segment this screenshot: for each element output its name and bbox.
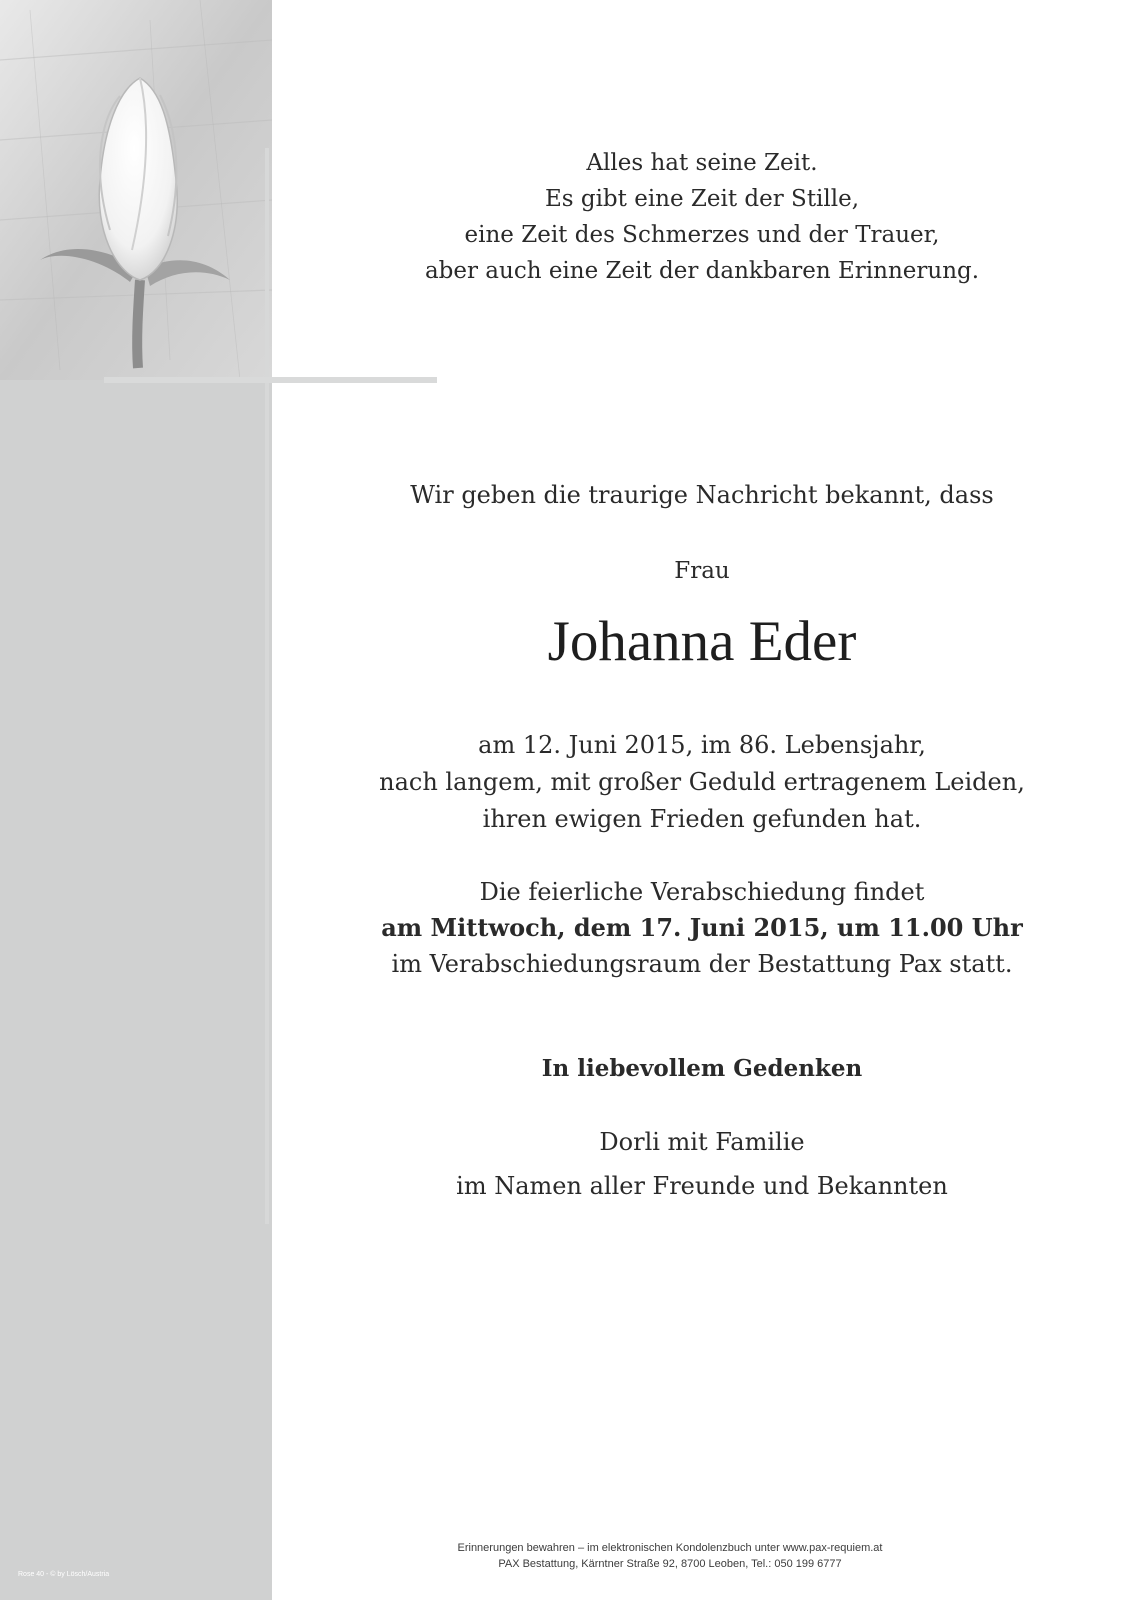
passing-line: am 12. Juni 2015, im 86. Lebensjahr, — [478, 731, 926, 759]
passing-details — [272, 727, 1132, 838]
passing-line: ihren ewigen Frieden gefunden hat. — [482, 805, 922, 833]
poem-line: aber auch eine Zeit der dankbaren Erinnerung. — [424, 258, 980, 284]
ceremony-date-time: am Mittwoch, dem 17. Juni 2015, um 11.00 Uhr — [381, 913, 1023, 942]
poem-line: Es gibt eine Zeit der Stille, — [544, 186, 860, 212]
ceremony-details — [272, 874, 1132, 982]
poem-line: Alles hat seine Zeit. — [586, 150, 818, 176]
passing-line: nach langem, mit großer Geduld ertragenem Leiden, — [379, 768, 1025, 796]
footer-condolence-line: Erinnerungen bewahren – im elektronischen Kondolenzbuch unter www.pax-requiem.at — [457, 1542, 883, 1554]
white-rose-image — [0, 0, 272, 380]
vertical-divider — [265, 148, 269, 1224]
poem-line: eine Zeit des Schmerzes und der Trauer, — [464, 222, 940, 248]
mourner-line: im Namen aller Freunde und Bekannten — [456, 1172, 948, 1200]
ceremony-location: im Verabschiedungsraum der Bestattung Pax statt. — [391, 950, 1013, 978]
mourner-line: Dorli mit Familie — [599, 1128, 805, 1156]
footer-contact-line: PAX Bestattung, Kärntner Straße 92, 8700 Leoben, Tel.: 050 199 6777 — [498, 1558, 842, 1570]
announcement: Wir geben die traurige Nachricht bekannt, dass — [410, 481, 994, 509]
memory-heading: In liebevollem Gedenken — [541, 1055, 863, 1082]
image-credit: Rose 40 - © by Lösch/Austria — [18, 1571, 110, 1578]
poem — [272, 145, 1132, 289]
mourners — [272, 1120, 1132, 1208]
deceased-name: Johanna Eder — [547, 610, 857, 673]
footer — [360, 1540, 980, 1572]
ceremony-intro: Die feierliche Verabschiedung findet — [479, 878, 925, 906]
horizontal-divider — [104, 377, 437, 383]
honorific: Frau — [674, 558, 730, 584]
